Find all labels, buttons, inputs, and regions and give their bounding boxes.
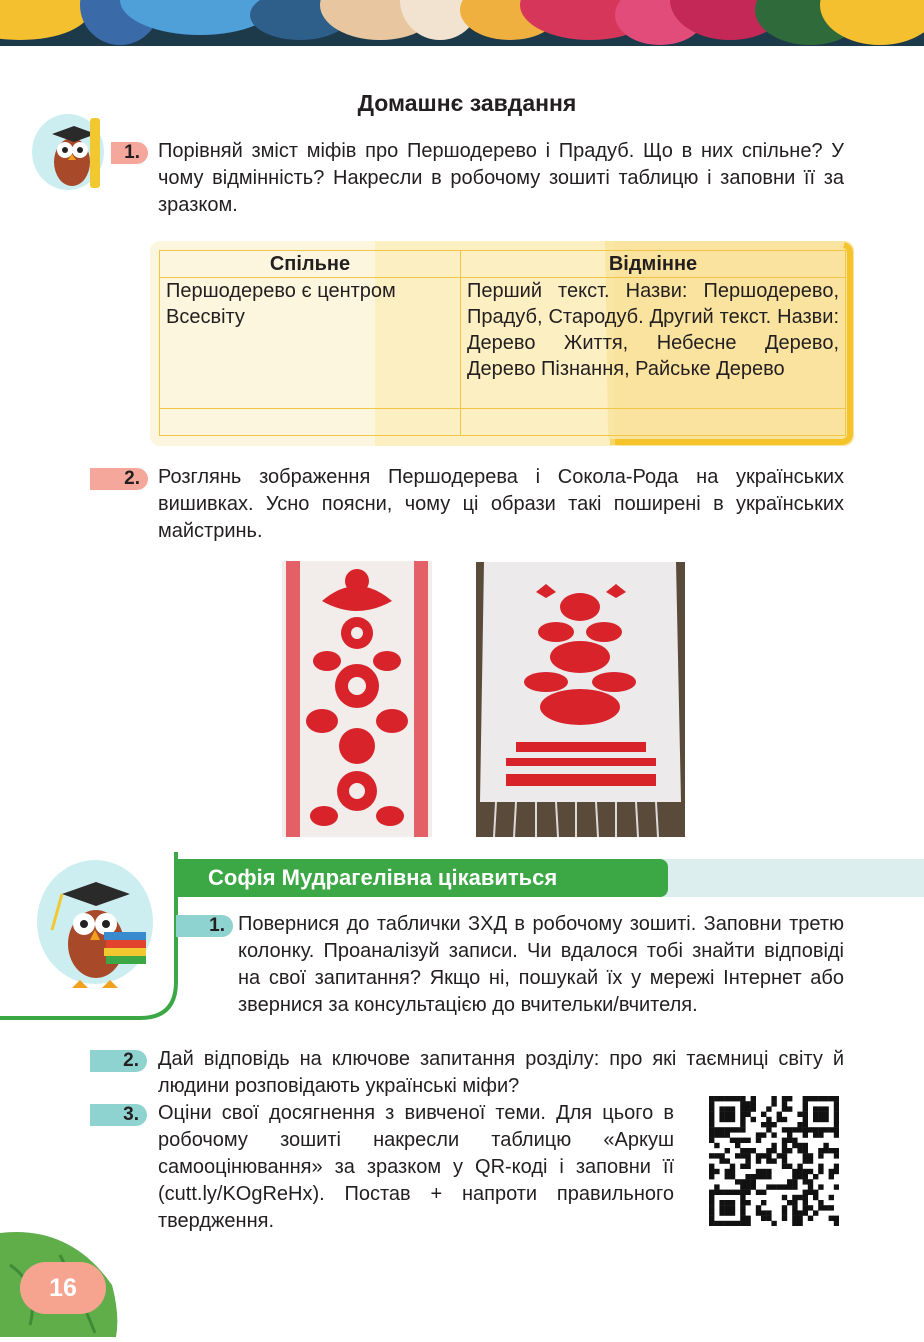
floral-banner: [0, 0, 924, 46]
sofia-item-number: 3.: [90, 1104, 147, 1126]
task-number: 1.: [111, 142, 148, 164]
task-text: Розглянь зображення Першодерева і Сокола-Рода на українських вишивках. Усно поясни, чому ці образи такі поширені в українських майстринь.: [158, 466, 844, 542]
page-number: 16: [20, 1262, 106, 1314]
embroidery-image: [282, 561, 432, 837]
table-header-common: Спільне: [160, 251, 461, 278]
heading-strip: [660, 859, 924, 897]
owl-books-icon: [0, 852, 190, 1024]
table-cell: Перший текст. Назви: Першодерево, Прадуб, Стародуб. Другий текст. Назви: Дерево Життя, Небесне Дерево, Дерево Пізнання, Райське Дерево: [461, 278, 846, 409]
embroidery-image: [476, 562, 685, 837]
table-cell: [461, 409, 846, 436]
sofia-item-text: Дай відповідь на ключове запитання розділу: про які таємниці світу й людини розповідають українські міфи?: [158, 1048, 844, 1097]
sofia-item-number: 1.: [176, 915, 233, 937]
sofia-heading: Софія Мудрагелівна цікавиться: [176, 859, 668, 897]
table-header-different: Відмінне: [461, 251, 846, 278]
sofia-item-text: Оціни свої досягнення з вивченої теми. Для цього в робочому зошиті накресли таблицю «Аркуш самооцінювання» за зразком у QR-коді і заповни її (cutt.ly/KOgReHx). Постав + напроти правильного твердження.: [158, 1102, 674, 1232]
table-cell: [160, 409, 461, 436]
comparison-table: [150, 241, 854, 446]
page-title: Домашнє завдання: [357, 90, 577, 116]
sofia-item-number: 2.: [90, 1050, 147, 1072]
task-text: Порівняй зміст міфів про Першодерево і Прадуб. Що в них спільне? У чому відмінність? Накресли в робочому зошиті таблицю і заповни її за зразком.: [158, 140, 844, 216]
task-number: 2.: [90, 468, 148, 490]
owl-graduate-icon: [30, 108, 112, 194]
table-cell: Першодерево є центром Всесвіту: [160, 278, 461, 409]
qr-code-icon[interactable]: [709, 1096, 839, 1226]
sofia-item-text: Повернися до таблички ЗХД в робочому зошиті. Заповни третю колонку. Проаналізуй записи. Чи вдалося тобі знайти відповіді на свої запитання? Якщо ні, пошукай їх у мережі Інтернет або звернися за консультацією до вчительки/вчителя.: [238, 913, 844, 1016]
